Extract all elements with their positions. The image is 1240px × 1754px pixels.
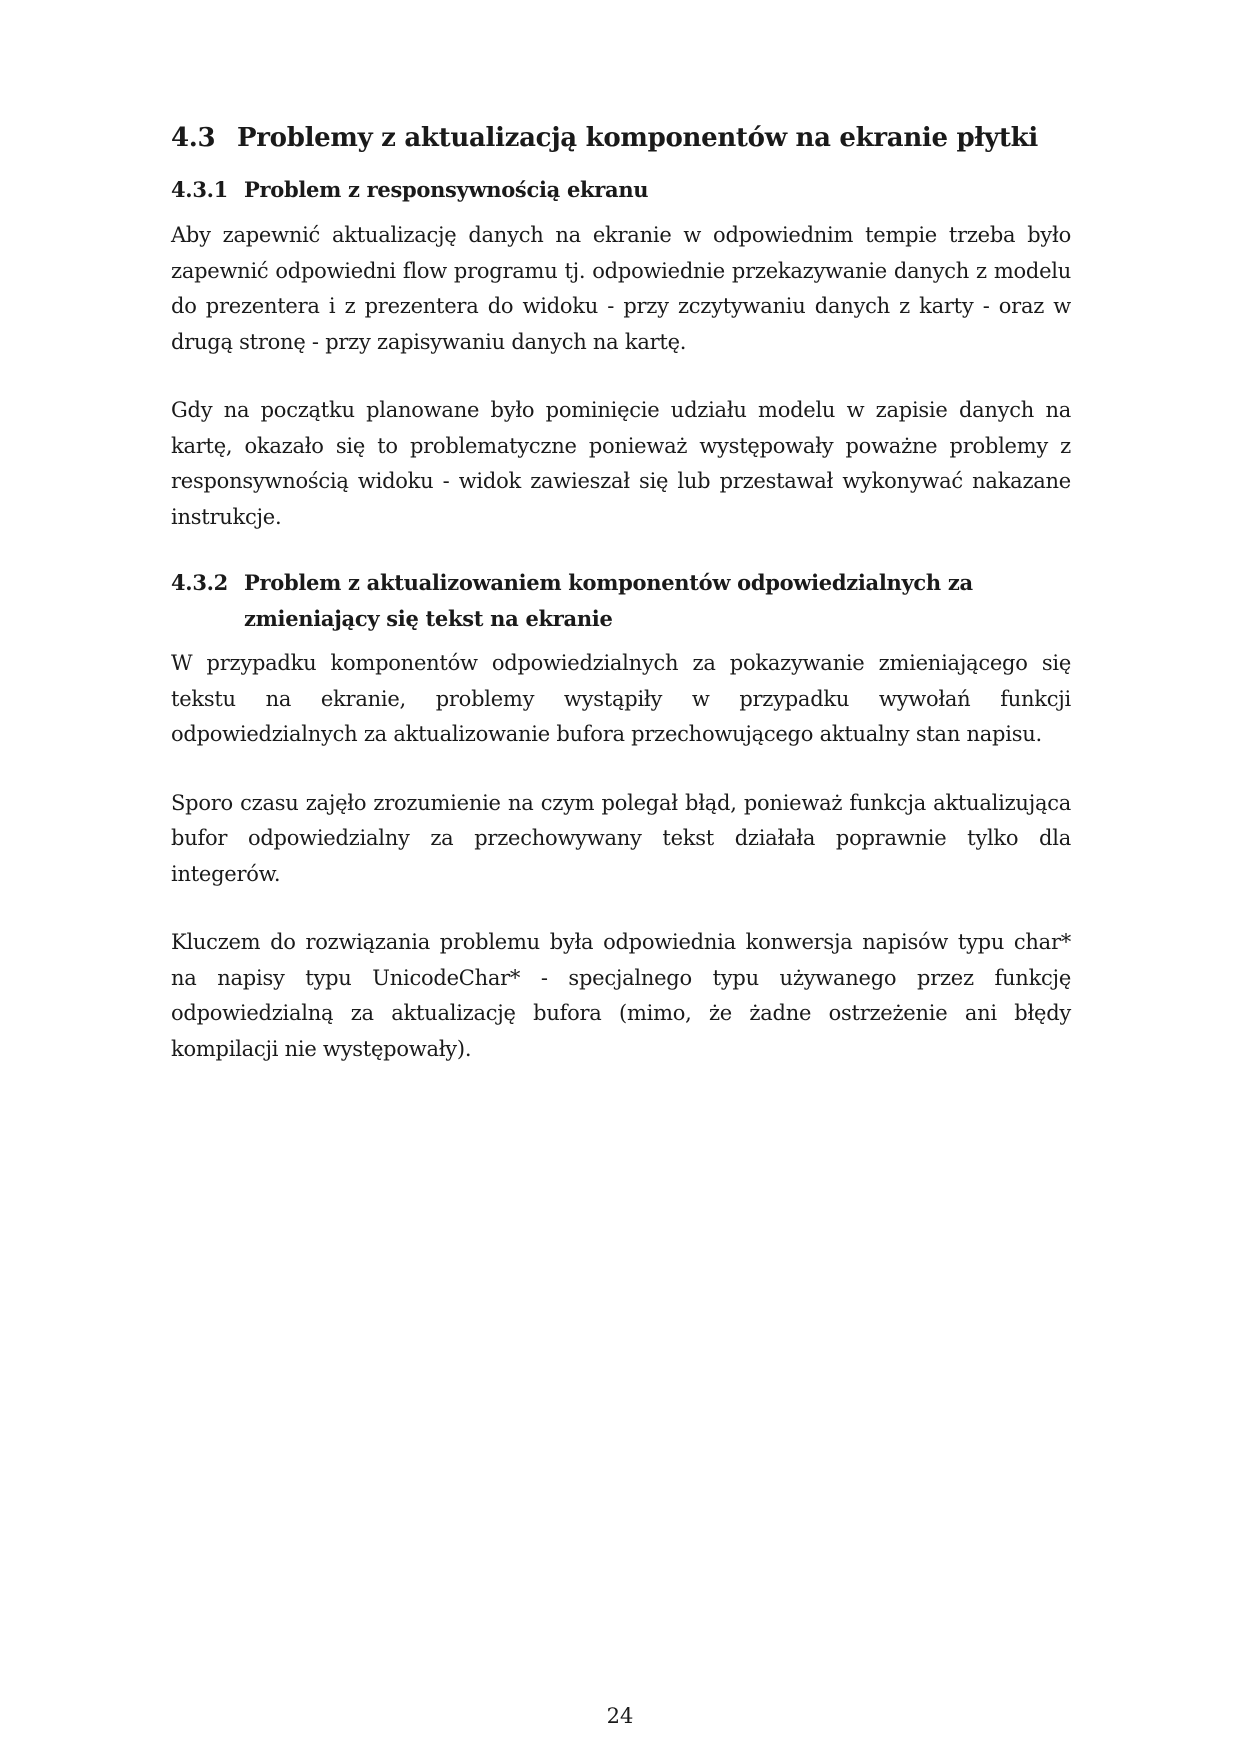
paragraph: Kluczem do rozwiązania problemu była odpowiednia konwersja napisów typu char* na napisy typu UnicodeChar* - specjalnego typu używanego przez funkcję odpowiedzialną za aktualizację bufora (mimo, że żadne ostrzeżenie ani błędy kompilacji nie występowały). xyxy=(171,930,1071,1061)
page-number: 24 xyxy=(606,1704,634,1728)
paragraph: Sporo czasu zajęło zrozumienie na czym polegał błąd, ponieważ funkcja aktualizująca bufor odpowiedzialny za przechowywany tekst działała poprawnie tylko dla integerów. xyxy=(171,790,1071,886)
subsection-title: Problem z responsywnością ekranu xyxy=(244,177,649,202)
section-title: Problemy z aktualizacją komponentów na ekranie płytki xyxy=(237,123,1038,153)
subsection-number: 4.3.2 xyxy=(171,570,228,595)
section-heading xyxy=(171,118,1071,158)
paragraph: W przypadku komponentów odpowiedzialnych za pokazywanie zmieniającego się tekstu na ekranie, problemy wystąpiły w przypadku wywołań funkcji odpowiedzialnych za aktualizowanie bufora przechowującego aktualny stan napisu. xyxy=(171,651,1071,746)
paragraph: Aby zapewnić aktualizację danych na ekranie w odpowiednim tempie trzeba było zapewnić odpowiedni flow programu tj. odpowiednie przekazywanie danych z modelu do prezentera i z prezentera do widoku - przy zczytywaniu danych z karty - oraz w drugą stronę - przy zapisywaniu danych na kartę. xyxy=(171,223,1071,354)
section-number: 4.3 xyxy=(171,123,216,153)
page-content xyxy=(171,118,1071,1067)
subsection-heading-4-3-1 xyxy=(171,172,1071,208)
subsection-heading-4-3-2 xyxy=(171,565,1071,637)
paragraph: Gdy na początku planowane było pominięcie udziału modelu w zapisie danych na kartę, okazało się to problematyczne ponieważ występowały poważne problemy z responsywnością widoku - widok zawieszał się lub przestawał wykonywać nakazane instrukcje. xyxy=(171,398,1071,529)
subsection-number: 4.3.1 xyxy=(171,177,228,202)
subsection-title: Problem z aktualizowaniem komponentów odpowiedzialnych za zmieniający się tekst na ekranie xyxy=(244,570,973,631)
